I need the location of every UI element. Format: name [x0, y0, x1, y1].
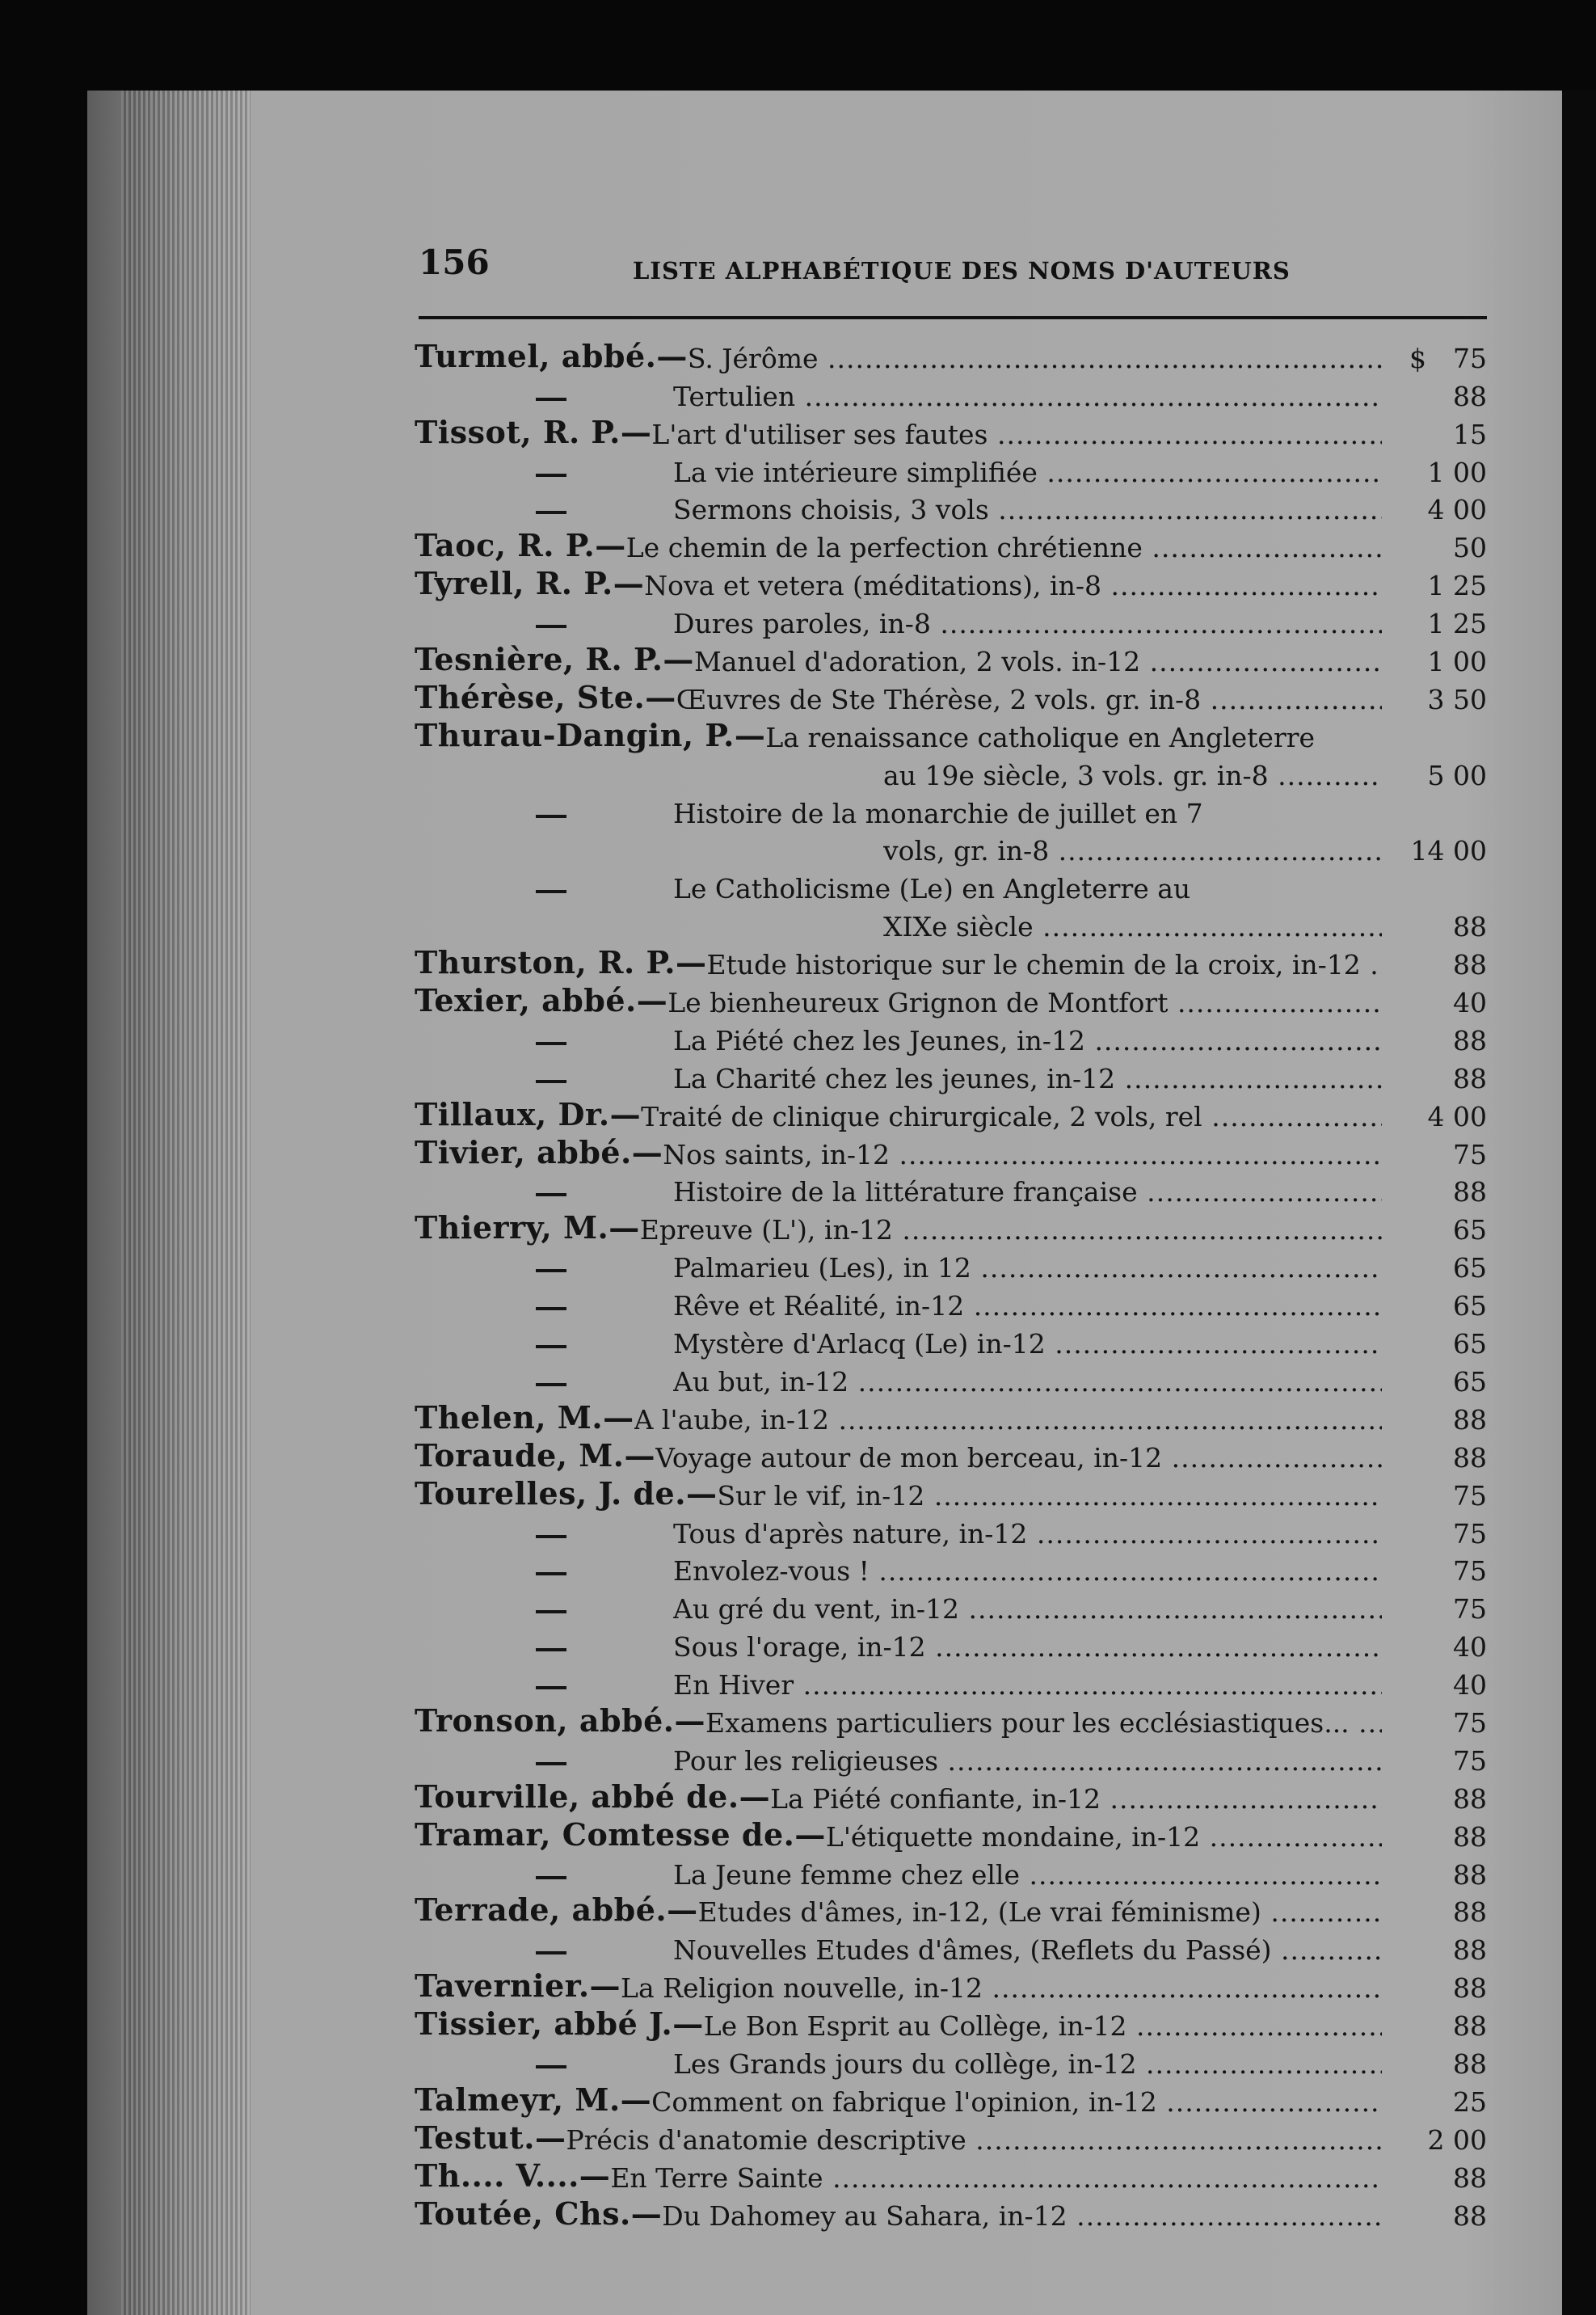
ditto-dash: [536, 398, 566, 401]
author-name: Turmel, abbé.—: [415, 337, 688, 374]
ditto-dash: [536, 1042, 566, 1045]
list-item: [415, 601, 1487, 639]
price: 88: [1453, 2199, 1487, 2232]
book-title: Pour les religieuses .....: [673, 1745, 1382, 1777]
book-title: Dures paroles, in-8 .....: [673, 608, 1382, 639]
price: 65: [1453, 1365, 1487, 1398]
list-item: [415, 1550, 1487, 1588]
ditto-dash: [536, 1610, 566, 1613]
ditto-dash: [536, 2065, 566, 2068]
list-item: [415, 374, 1487, 412]
page-title: LISTE ALPHABÉTIQUE DES NOMS D'AUTEURS: [633, 257, 1291, 285]
list-item: [415, 980, 1487, 1018]
list-item: [415, 2118, 1487, 2156]
book-title: Le Catholicisme (Le) en Angleterre au: [673, 873, 1191, 905]
list-item: [415, 791, 1487, 829]
price: 75: [1453, 1706, 1487, 1739]
price: 3 50: [1427, 683, 1487, 715]
list-item: [415, 2080, 1487, 2118]
page-edge-shading: [121, 91, 251, 2315]
price: 88: [1453, 2010, 1487, 2043]
book-title: La Religion nouvelle, in-12 .....: [621, 1972, 1382, 2004]
book-title: La Piété confiante, in-12 .....: [770, 1783, 1382, 1815]
price: 75: [1453, 342, 1487, 374]
list-item: [415, 1132, 1487, 1170]
list-item: [415, 1625, 1487, 1663]
price: 88: [1453, 911, 1487, 943]
ditto-dash: [536, 1383, 566, 1386]
list-item: [415, 412, 1487, 450]
book-title: Nouvelles Etudes d'âmes, (Reflets du Passé) .....: [673, 1934, 1382, 1966]
list-item: [415, 1094, 1487, 1132]
book-title: La Charité chez les jeunes, in-12 .....: [673, 1063, 1382, 1094]
price: 88: [1453, 1934, 1487, 1967]
book-title: Histoire de la monarchie de juillet en 7: [673, 797, 1203, 829]
author-name: Toraude, M.—: [415, 1436, 656, 1474]
list-item: [415, 1966, 1487, 2004]
ditto-dash: [536, 1648, 566, 1651]
author-name: Tesnière, R. P.—: [415, 641, 694, 678]
price: 75: [1453, 1517, 1487, 1550]
list-item: [415, 1815, 1487, 1853]
book-title: Tous d'après nature, in-12 .....: [673, 1518, 1382, 1550]
page-number: 156: [419, 242, 490, 282]
price: 75: [1453, 1744, 1487, 1777]
price: 1 25: [1427, 608, 1487, 640]
author-name: Tissot, R. P.—: [415, 413, 652, 450]
list-item: [415, 677, 1487, 715]
price: 88: [1453, 949, 1487, 981]
list-item: [415, 1663, 1487, 1701]
ditto-dash: [536, 1307, 566, 1310]
book-title: Le Bon Esprit au Collège, in-12 .....: [704, 2010, 1382, 2042]
author-name: Tyrell, R. P.—: [415, 565, 645, 602]
list-item: [415, 1056, 1487, 1094]
book-title: Traité de clinique chirurgicale, 2 vols, rel .....: [641, 1101, 1382, 1132]
price: 75: [1453, 1593, 1487, 1626]
author-name: Thérèse, Ste.—: [415, 678, 676, 715]
price: 65: [1453, 1252, 1487, 1284]
list-item: [415, 753, 1487, 791]
price: 88: [1453, 1858, 1487, 1891]
ditto-dash: [536, 1080, 566, 1083]
price: 88: [1453, 1441, 1487, 1474]
author-name: Thurston, R. P.—: [415, 944, 707, 981]
ditto-dash: [536, 625, 566, 628]
ditto-dash: [536, 1686, 566, 1689]
ditto-dash: [536, 890, 566, 893]
author-name: Thurau-Dangin, P.—: [415, 716, 766, 753]
ditto-dash: [536, 1345, 566, 1348]
ditto-dash: [536, 1535, 566, 1538]
list-item: [415, 1777, 1487, 1815]
ditto-dash: [536, 1951, 566, 1954]
book-title: Examens particuliers pour les ecclésiastiques... .....: [705, 1707, 1382, 1739]
author-name: Tramar, Comtesse de.—: [415, 1815, 826, 1853]
book-title: Précis d'anatomie descriptive .....: [566, 2124, 1382, 2156]
book-title: XIXe siècle .....: [883, 911, 1382, 942]
price: 14 00: [1410, 835, 1487, 867]
list-item: [415, 1208, 1487, 1246]
list-item: [415, 1284, 1487, 1322]
price: 5 00: [1427, 759, 1487, 791]
book-title: Envolez-vous ! .....: [673, 1555, 1382, 1587]
price: 2 00: [1427, 2123, 1487, 2156]
list-item: [415, 1739, 1487, 1777]
price: 1 00: [1427, 456, 1487, 488]
list-item: [415, 904, 1487, 942]
book-title: Rêve et Réalité, in-12 .....: [673, 1290, 1382, 1322]
book-title: Tertulien .....: [673, 381, 1382, 412]
price: 88: [1453, 1062, 1487, 1094]
list-item: [415, 1398, 1487, 1436]
price: 88: [1453, 1176, 1487, 1208]
book-title: Au gré du vent, in-12 .....: [673, 1593, 1382, 1625]
price: 88: [1453, 2161, 1487, 2194]
book-title: Voyage autour de mon berceau, in-12 .....: [655, 1442, 1382, 1474]
book-title: Les Grands jours du collège, in-12 .....: [673, 2048, 1382, 2080]
list-item: [415, 1436, 1487, 1474]
list-item: [415, 1587, 1487, 1625]
ditto-dash: [536, 1762, 566, 1765]
author-name: Testut.—: [415, 2119, 566, 2156]
list-item: [415, 1322, 1487, 1360]
ditto-dash: [536, 1876, 566, 1879]
price: 40: [1453, 1669, 1487, 1701]
list-item: [415, 1853, 1487, 1891]
header-rule: [419, 316, 1487, 319]
author-list: [415, 336, 1487, 2232]
list-item: [415, 2194, 1487, 2232]
author-name: Tavernier.—: [415, 1967, 621, 2005]
book-title: A l'aube, in-12 .....: [634, 1404, 1382, 1436]
author-name: Talmeyr, M.—: [415, 2081, 652, 2118]
author-name: Taoc, R. P.—: [415, 527, 626, 564]
list-item: [415, 942, 1487, 980]
list-item: [415, 2156, 1487, 2194]
book-title: Du Dahomey au Sahara, in-12 .....: [662, 2200, 1382, 2232]
price: 1 25: [1427, 570, 1487, 602]
book-title: vols, gr. in-8 .....: [883, 835, 1382, 867]
author-name: Texier, abbé.—: [415, 982, 668, 1019]
author-name: Tivier, abbé.—: [415, 1133, 663, 1170]
list-item: [415, 1170, 1487, 1208]
currency-symbol: $: [1409, 342, 1426, 374]
price: 88: [1453, 380, 1487, 412]
author-name: Tronson, abbé.—: [415, 1701, 706, 1739]
price: 4 00: [1427, 1100, 1487, 1132]
ditto-dash: [536, 1572, 566, 1575]
book-title: Sermons choisis, 3 vols .....: [673, 494, 1382, 525]
book-title: Sur le vif, in-12 .....: [717, 1480, 1382, 1512]
author-name: Tissier, abbé J.—: [415, 2005, 704, 2043]
list-item: [415, 2042, 1487, 2080]
price: 1 00: [1427, 646, 1487, 678]
list-item: [415, 1891, 1487, 1929]
ditto-dash: [536, 815, 566, 818]
price: 75: [1453, 1138, 1487, 1170]
author-name: Toutée, Chs.—: [415, 2195, 663, 2232]
list-item: [415, 525, 1487, 563]
list-item: [415, 450, 1487, 488]
book-title: En Terre Sainte .....: [610, 2162, 1382, 2194]
book-title: La vie intérieure simplifiée .....: [673, 457, 1382, 488]
book-title: Sous l'orage, in-12 .....: [673, 1631, 1382, 1663]
list-item: [415, 829, 1487, 867]
book-title: L'étiquette mondaine, in-12 .....: [826, 1821, 1382, 1853]
price: 65: [1453, 1290, 1487, 1322]
price: 40: [1453, 1631, 1487, 1664]
list-item: [415, 488, 1487, 526]
list-item: [415, 563, 1487, 601]
book-title: L'art d'utiliser ses fautes .....: [651, 419, 1382, 450]
author-name: Thelen, M.—: [415, 1398, 634, 1436]
list-item: [415, 2004, 1487, 2042]
price: 4 00: [1427, 494, 1487, 526]
price: 50: [1453, 532, 1487, 564]
price: 88: [1453, 1024, 1487, 1056]
book-title: Epreuve (L'), in-12 .....: [640, 1214, 1382, 1246]
price: 40: [1453, 987, 1487, 1019]
book-title: En Hiver .....: [673, 1669, 1382, 1701]
list-item: [415, 336, 1487, 374]
list-item: [415, 1701, 1487, 1739]
book-title: Histoire de la littérature française .....: [673, 1176, 1382, 1208]
book-title: Manuel d'adoration, 2 vols. in-12 .....: [694, 646, 1382, 677]
book-title: Palmarieu (Les), in 12 .....: [673, 1252, 1382, 1284]
price: 25: [1453, 2085, 1487, 2118]
author-name: Thierry, M.—: [415, 1209, 640, 1246]
ditto-dash: [536, 474, 566, 477]
author-name: Terrade, abbé.—: [415, 1891, 698, 1929]
book-title: Etude historique sur le chemin de la croix, in-12 .....: [707, 949, 1383, 980]
author-name: Tourelles, J. de.—: [415, 1474, 718, 1512]
author-name: Tillaux, Dr.—: [415, 1095, 642, 1132]
author-name: Tourville, abbé de.—: [415, 1777, 771, 1815]
book-title: La Piété chez les Jeunes, in-12 .....: [673, 1025, 1382, 1056]
list-item: [415, 1474, 1487, 1512]
book-title: Etudes d'âmes, in-12, (Le vrai féminisme) .....: [698, 1896, 1382, 1928]
book-title: La renaissance catholique en Angleterre: [765, 721, 1316, 753]
list-item: [415, 1360, 1487, 1398]
book-title: S. Jérôme .....: [688, 343, 1382, 374]
list-item: [415, 1928, 1487, 1966]
price: 75: [1453, 1555, 1487, 1588]
price: 88: [1453, 1896, 1487, 1929]
price: 88: [1453, 1782, 1487, 1815]
price: 75: [1453, 1479, 1487, 1512]
scan-border: [1562, 91, 1596, 2315]
list-item: [415, 715, 1487, 753]
book-title: La Jeune femme chez elle .....: [673, 1859, 1382, 1891]
price: 88: [1453, 2047, 1487, 2080]
list-item: [415, 639, 1487, 677]
ditto-dash: [536, 1269, 566, 1272]
book-title: Nova et vetera (méditations), in-8 .....: [644, 570, 1382, 601]
list-item: [415, 1512, 1487, 1550]
price: 88: [1453, 1820, 1487, 1853]
ditto-dash: [536, 511, 566, 514]
list-item: [415, 867, 1487, 904]
book-title: Au but, in-12 .....: [673, 1366, 1382, 1398]
price: 88: [1453, 1972, 1487, 2005]
price: 65: [1453, 1214, 1487, 1246]
book-title: Mystère d'Arlacq (Le) in-12 .....: [673, 1328, 1382, 1360]
book-title: Le chemin de la perfection chrétienne .....: [626, 532, 1382, 563]
book-title: Le bienheureux Grignon de Montfort .....: [667, 987, 1382, 1018]
book-title: au 19e siècle, 3 vols. gr. in-8 .....: [883, 760, 1382, 791]
list-item: [415, 1018, 1487, 1056]
author-name: Th.... V....—: [415, 2157, 611, 2194]
price: 15: [1453, 418, 1487, 450]
price: 88: [1453, 1403, 1487, 1436]
book-title: Comment on fabrique l'opinion, in-12 .....: [651, 2086, 1382, 2118]
book-title: Œuvres de Ste Thérèse, 2 vols. gr. in-8 .....: [676, 684, 1382, 715]
list-item: [415, 1246, 1487, 1284]
ditto-dash: [536, 1193, 566, 1196]
book-title: Nos saints, in-12 .....: [663, 1139, 1382, 1170]
price: 65: [1453, 1328, 1487, 1360]
